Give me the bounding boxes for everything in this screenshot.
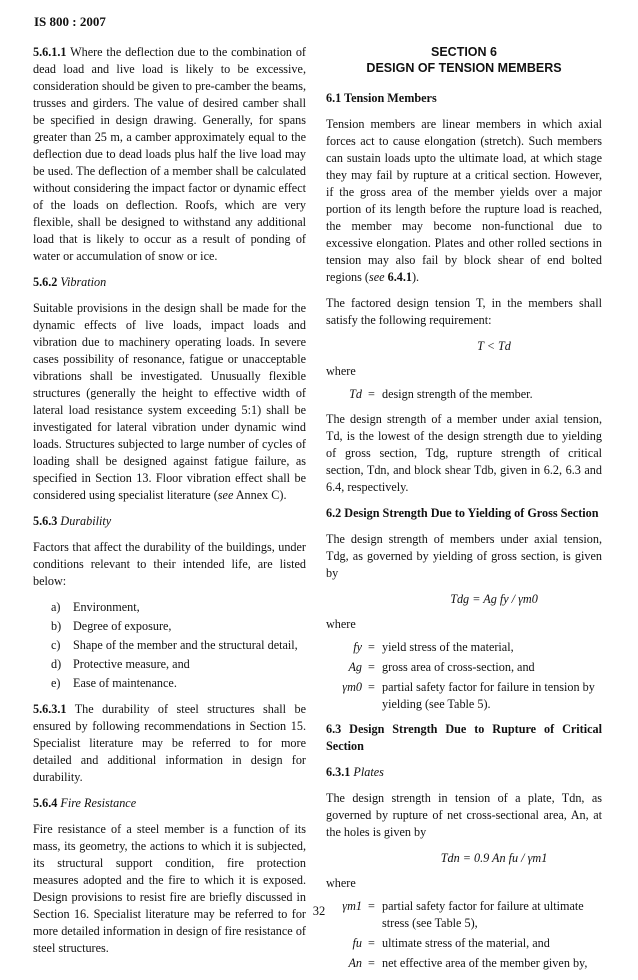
list-text: Shape of the member and the structural detail, — [73, 638, 298, 652]
para-5-6-1-1 — [33, 44, 306, 265]
standard-header: IS 800 : 2007 — [34, 14, 106, 29]
definition-row — [326, 639, 602, 656]
definition-row — [326, 935, 602, 952]
list-item — [51, 599, 306, 616]
see-word: see — [368, 270, 385, 284]
heading-5-6-4 — [33, 795, 306, 812]
clause-text: Tension members are linear members in which axial forces act to cause elongation (stretch). Such members can sustain loads upto the ultimate load, at which stage they may fail by rupture at a critical section. However, if the gross area of the member yields over a major portion of its length before the rupture load is reached, the member may become non-functional due to excessive elongation. Plates and other rolled sections in tension may also fail by block shear of end bolted regions ( — [326, 117, 602, 284]
definition-text: yield stress of the material, — [382, 640, 514, 654]
equals-sign: = — [368, 387, 375, 401]
equals-sign: = — [368, 640, 375, 654]
clause-text-end: Annex C). — [233, 488, 287, 502]
para-6-1-b: The factored design tension T, in the members shall satisfy the following requirement: — [326, 296, 602, 327]
list-marker: d) — [51, 657, 62, 671]
para-5-6-3-1 — [33, 701, 306, 786]
heading-6-2: 6.2 Design Strength Due to Yielding of Gross Section — [326, 506, 599, 520]
list-text: Ease of maintenance. — [73, 676, 177, 690]
para-6-1-c: The design strength of a member under axial tension, Td, is the lowest of the design strength due to yielding of gross section, Tdg, rupture strength of critical section, Tdn, and block shear Tdb, given in 6.2, 6.3 and 6.4, respectively. — [326, 412, 602, 494]
definition-row — [326, 679, 602, 713]
equals-sign: = — [368, 680, 375, 694]
symbol: γm1 — [342, 899, 362, 913]
inequality-t-td: T < Td — [477, 339, 511, 353]
para-5-6-4: Fire resistance of a steel member is a function of its mass, its geometry, the actions to which it is subjected, its structural support condition, fire protection measures adopted and the fire to which it is exposed. Design provisions to resist fire are briefly discussed in Section 16. Specialist literature may be referred to for more detailed information in design of fire resistance of steel structures. — [33, 822, 306, 955]
durability-factors-list — [51, 599, 306, 692]
equation-tdn: Tdn = 0.9 An fu / γm1 — [440, 851, 548, 865]
where-label: where — [326, 364, 356, 378]
list-text: Environment, — [73, 600, 140, 614]
see-word: see — [217, 488, 234, 502]
clause-text: The durability of steel structures shall be ensured by following recommendations in Section 15. Specialist literature may be referred to for more detailed and additional information in design for durability. — [33, 702, 306, 784]
definition-text: ultimate stress of the material, and — [382, 936, 550, 950]
definition-text: partial safety factor for failure at ultimate stress (see Table 5), — [382, 899, 584, 930]
para-6-1-a — [326, 116, 602, 286]
heading-5-6-2 — [33, 274, 306, 291]
list-item — [51, 675, 306, 692]
definition-row — [326, 386, 602, 403]
list-marker: a) — [51, 600, 61, 614]
list-item — [51, 618, 306, 635]
symbol: fu — [352, 936, 362, 950]
equation-tdg: Tdg = Ag fy / γm0 — [450, 592, 538, 606]
equals-sign: = — [368, 956, 375, 970]
heading-6-1: 6.1 Tension Members — [326, 91, 437, 105]
definition-text: design strength of the member. — [382, 387, 533, 401]
clause-text: Suitable provisions in the design shall be made for the dynamic effects of live loads, impact loads and vibration due to machinery operating loads. In severe cases possibility of resonance, fatigue or unacceptable vibrations shall be investigated. Unusually flexible structures (generally the height to effective width of lateral load resistance system exceeding 5:1) shall be investigated for lateral vibration under dynamic wind loads. Structures subjected to large number of cycles of loading shall be designed against fatigue failure, as specified in Section 13. Floor vibration effect shall be considered using specialist literature ( — [33, 301, 306, 502]
definition-row — [326, 659, 602, 676]
definition-text: gross area of cross-section, and — [382, 660, 535, 674]
definitions-6-2 — [326, 639, 602, 713]
definitions-td — [326, 386, 602, 403]
definition-text: net effective area of the member given by, — [382, 956, 588, 970]
para-5-6-2 — [33, 300, 306, 504]
list-marker: b) — [51, 619, 62, 633]
list-text: Degree of exposure, — [73, 619, 172, 633]
clause-number: 5.6.1.1 — [33, 45, 67, 59]
list-marker: c) — [51, 638, 61, 652]
clause-reference: 6.4.1 — [384, 270, 412, 284]
para-5-6-3: Factors that affect the durability of the buildings, under conditions relevant to their intended life, are listed below: — [33, 540, 306, 588]
clause-number: 5.6.2 — [33, 275, 58, 289]
symbol: Td — [349, 387, 362, 401]
section-number: SECTION 6 — [431, 45, 497, 59]
section-title: DESIGN OF TENSION MEMBERS — [366, 61, 562, 75]
equals-sign: = — [368, 660, 375, 674]
symbol: γm0 — [342, 680, 362, 694]
right-column — [326, 44, 602, 980]
list-item — [51, 656, 306, 673]
para-6-3-1: The design strength in tension of a plate, Tdn, as governed by rupture of net cross-sectional area, An, at the holes is given by — [326, 791, 602, 839]
page-number: 32 — [312, 904, 326, 918]
where-label: where — [326, 876, 356, 890]
clause-title: Plates — [350, 765, 384, 779]
list-marker: e) — [51, 676, 61, 690]
where-label: where — [326, 617, 356, 631]
left-column — [33, 44, 306, 966]
list-item — [51, 637, 306, 654]
definition-text: partial safety factor for failure in tension by yielding (see Table 5). — [382, 680, 595, 711]
para-6-2: The design strength of members under axial tension, Tdg, as governed by yielding of gross section, is given by — [326, 532, 602, 580]
heading-5-6-3 — [33, 513, 306, 530]
clause-text-end: ). — [411, 270, 420, 284]
section-heading — [326, 44, 602, 76]
clause-title: Fire Resistance — [57, 796, 137, 810]
clause-number: 5.6.3 — [33, 514, 58, 528]
definition-row — [326, 955, 602, 972]
clause-title: Durability — [57, 514, 112, 528]
clause-number: 5.6.3.1 — [33, 702, 67, 716]
clause-text: Where the deflection due to the combination of dead load and live load is likely to be excessive, consideration should be given to pre-camber the beams, trusses and girders. The value of desired camber shall be specified in design drawing. Generally, for spans greater than 25 m, a camber approximately equal to the deflection due to dead loads plus half the live load may be used. The deflection of a member shall be calculated without considering the impact factor or dynamic effect of the loads on deflection. Roofs, which are very flexible, shall be designed to withstand any additional load that is likely to occur as a result of ponding of water or accumulation of snow or ice. — [33, 45, 306, 263]
heading-6-3: 6.3 Design Strength Due to Rupture of Critical Section — [326, 722, 602, 753]
equals-sign: = — [368, 899, 375, 913]
clause-number: 5.6.4 — [33, 796, 58, 810]
clause-title: Vibration — [57, 275, 107, 289]
symbol: fy — [353, 640, 362, 654]
list-text: Protective measure, and — [73, 657, 190, 671]
heading-6-3-1 — [326, 764, 602, 781]
clause-number: 6.3.1 — [326, 765, 351, 779]
symbol: Ag — [348, 660, 362, 674]
symbol: An — [348, 956, 362, 970]
equals-sign: = — [368, 936, 375, 950]
